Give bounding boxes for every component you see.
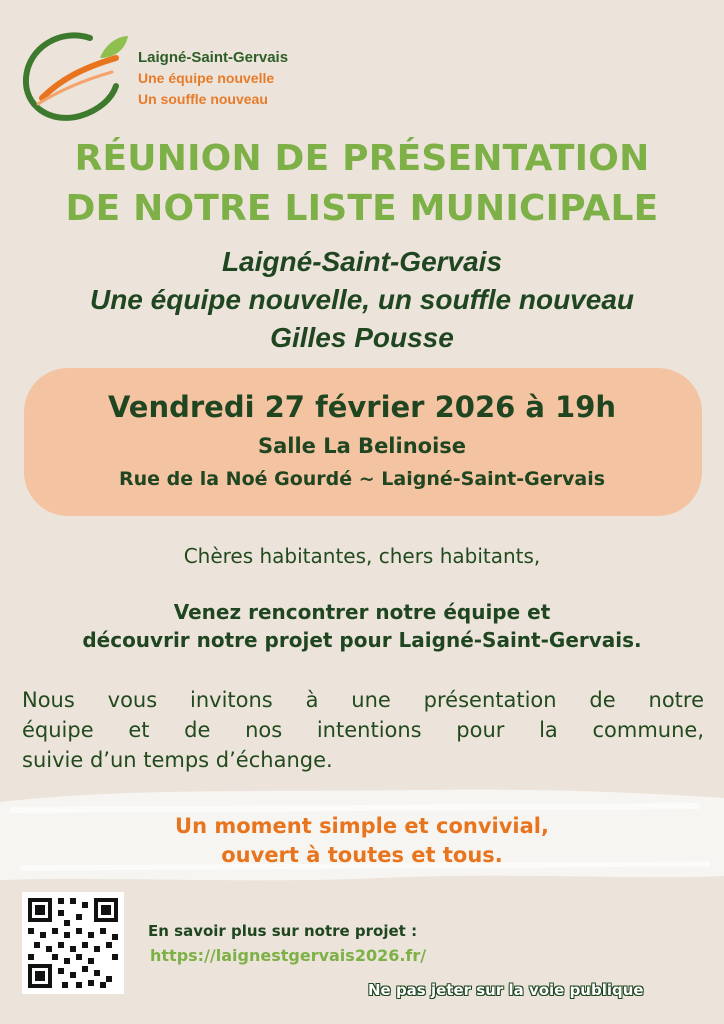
website-link[interactable]: https://laignestgervais2026.fr/	[150, 946, 427, 965]
logo-text-block	[138, 47, 288, 110]
greeting: Chères habitantes, chers habitants,	[183, 544, 541, 568]
headline-line-2: DE NOTRE LISTE MUNICIPALE	[65, 188, 659, 229]
paragraph-line-3: suivie d’un temps d’échange.	[22, 748, 333, 772]
event-address: Rue de la Noé Gourdé ~ Laigné-Saint-Gervais	[118, 468, 606, 490]
leaf-swoosh-logo-icon	[20, 28, 130, 122]
paragraph-line-2: équipe et de nos intentions pour la commune,	[22, 718, 704, 742]
do-not-litter-notice: Ne pas jeter sur la voie publique	[368, 981, 644, 999]
logo-tagline-1: Une équipe nouvelle	[138, 70, 275, 86]
logo-name: Laigné-Saint-Gervais	[138, 49, 289, 66]
qr-code-icon[interactable]	[22, 892, 124, 994]
subtitle-line-2: Une équipe nouvelle, un souffle nouveau	[89, 284, 634, 315]
moment-line-1: Un moment simple et convivial,	[175, 814, 549, 838]
learn-more-label: En savoir plus sur notre projet :	[148, 922, 418, 940]
invite-line-2: découvrir notre projet pour Laigné-Saint-Gervais.	[82, 628, 642, 652]
paragraph-line-1: Nous vous invitons à une présentation de notre	[22, 688, 704, 712]
event-venue: Salle La Belinoise	[257, 434, 467, 458]
moment-line-2: ouvert à toutes et tous.	[221, 843, 503, 867]
event-date: Vendredi 27 février 2026 à 19h	[107, 390, 617, 424]
subtitle-line-3: Gilles Pousse	[270, 322, 454, 353]
subtitle-line-1: Laigné-Saint-Gervais	[221, 246, 503, 277]
invite-line-1: Venez rencontrer notre équipe et	[173, 600, 551, 624]
logo-tagline-2: Un souffle nouveau	[138, 91, 268, 107]
headline-line-1: RÉUNION DE PRÉSENTATION	[74, 138, 650, 179]
